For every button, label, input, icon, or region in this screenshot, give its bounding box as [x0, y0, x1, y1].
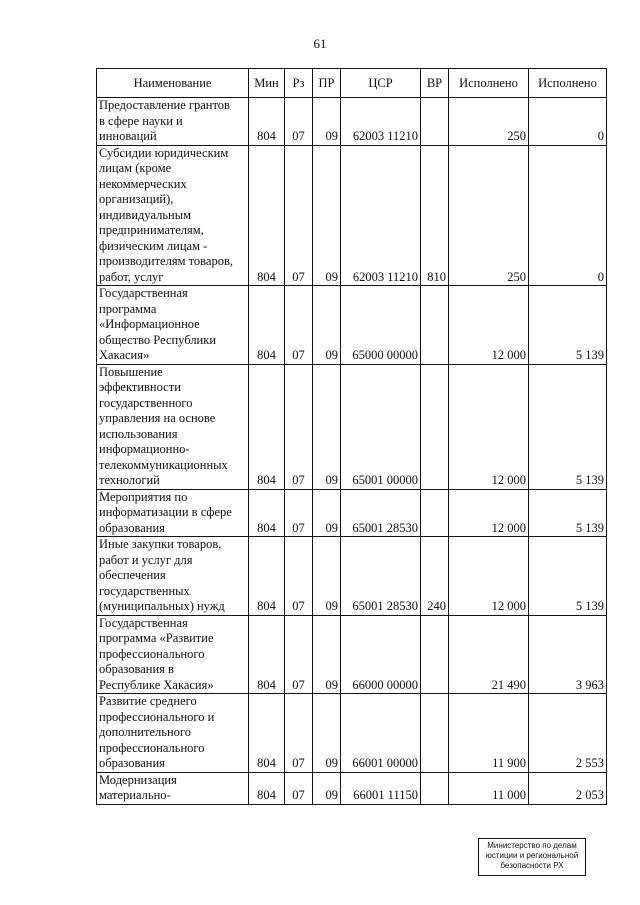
table-row — [97, 364, 607, 489]
cell-rz: 07 — [285, 694, 313, 773]
header-vr: ВР — [421, 69, 449, 98]
cell-csr: 66000 00000 — [341, 615, 421, 694]
cell-pr: 09 — [313, 364, 341, 489]
cell-name: Предоставление грантов в сфере науки и инноваций — [97, 98, 249, 146]
cell-csr: 66001 00000 — [341, 694, 421, 773]
cell-rz: 07 — [285, 364, 313, 489]
cell-pr: 09 — [313, 145, 341, 286]
cell-pr: 09 — [313, 694, 341, 773]
table-row — [97, 145, 607, 286]
cell-rz: 07 — [285, 98, 313, 146]
cell-min: 804 — [249, 772, 285, 804]
cell-executed-1: 12 000 — [449, 489, 529, 537]
cell-name: Иные закупки товаров, работ и услуг для обеспечения государственных (муниципальных) нужд — [97, 537, 249, 616]
ministry-stamp: Министерство по делам юстиции и региональной безопасности РХ — [478, 838, 586, 876]
cell-executed-1: 250 — [449, 98, 529, 146]
header-name: Наименование — [97, 69, 249, 98]
cell-csr: 62003 11210 — [341, 98, 421, 146]
cell-vr — [421, 694, 449, 773]
cell-rz: 07 — [285, 537, 313, 616]
table-row — [97, 98, 607, 146]
cell-rz: 07 — [285, 772, 313, 804]
cell-csr: 65001 28530 — [341, 537, 421, 616]
cell-min: 804 — [249, 489, 285, 537]
cell-executed-1: 11 900 — [449, 694, 529, 773]
cell-pr: 09 — [313, 772, 341, 804]
cell-executed-1: 12 000 — [449, 537, 529, 616]
table-row — [97, 489, 607, 537]
cell-executed-2: 5 139 — [529, 286, 607, 365]
cell-csr: 65001 28530 — [341, 489, 421, 537]
cell-executed-2: 0 — [529, 145, 607, 286]
cell-vr: 240 — [421, 537, 449, 616]
cell-vr — [421, 364, 449, 489]
cell-pr: 09 — [313, 615, 341, 694]
cell-min: 804 — [249, 694, 285, 773]
table-row — [97, 286, 607, 365]
cell-min: 804 — [249, 364, 285, 489]
header-executed-2: Исполнено — [529, 69, 607, 98]
page-number: 61 — [313, 36, 327, 51]
cell-executed-1: 21 490 — [449, 615, 529, 694]
cell-name: Мероприятия по информатизации в сфере образования — [97, 489, 249, 537]
cell-rz: 07 — [285, 615, 313, 694]
table-row — [97, 615, 607, 694]
cell-name: Государственная программа «Развитие профессионального образования в Республике Хакасия» — [97, 615, 249, 694]
cell-vr — [421, 772, 449, 804]
cell-min: 804 — [249, 537, 285, 616]
cell-rz: 07 — [285, 145, 313, 286]
cell-min: 804 — [249, 615, 285, 694]
cell-vr — [421, 98, 449, 146]
cell-vr — [421, 286, 449, 365]
cell-min: 804 — [249, 98, 285, 146]
header-min: Мин — [249, 69, 285, 98]
cell-pr: 09 — [313, 98, 341, 146]
cell-executed-2: 3 963 — [529, 615, 607, 694]
cell-vr: 810 — [421, 145, 449, 286]
cell-vr — [421, 489, 449, 537]
cell-executed-1: 12 000 — [449, 364, 529, 489]
cell-csr: 65001 00000 — [341, 364, 421, 489]
cell-csr: 66001 11150 — [341, 772, 421, 804]
cell-csr: 65000 00000 — [341, 286, 421, 365]
header-executed-1: Исполнено — [449, 69, 529, 98]
table-row — [97, 772, 607, 804]
table-header-row — [97, 69, 607, 98]
budget-table — [96, 68, 607, 805]
cell-executed-2: 2 053 — [529, 772, 607, 804]
cell-name: Государственная программа «Информационное общество Республики Хакасия» — [97, 286, 249, 365]
cell-executed-1: 11 000 — [449, 772, 529, 804]
cell-executed-2: 5 139 — [529, 364, 607, 489]
header-rz: Рз — [285, 69, 313, 98]
cell-executed-1: 250 — [449, 145, 529, 286]
cell-name: Субсидии юридическим лицам (кроме некоммерческих организаций), индивидуальным предпринимателям, физическим лицам - производителям товаров, работ, услуг — [97, 145, 249, 286]
header-pr: ПР — [313, 69, 341, 98]
cell-executed-2: 0 — [529, 98, 607, 146]
cell-name: Повышение эффективности государственного управления на основе использования информационно- телекоммуникационных технологий — [97, 364, 249, 489]
cell-name: Модернизация материально- — [97, 772, 249, 804]
cell-executed-1: 12 000 — [449, 286, 529, 365]
table-row — [97, 694, 607, 773]
cell-csr: 62003 11210 — [341, 145, 421, 286]
cell-executed-2: 5 139 — [529, 489, 607, 537]
cell-pr: 09 — [313, 489, 341, 537]
table-row — [97, 537, 607, 616]
cell-rz: 07 — [285, 286, 313, 365]
cell-executed-2: 5 139 — [529, 537, 607, 616]
cell-vr — [421, 615, 449, 694]
cell-pr: 09 — [313, 537, 341, 616]
header-csr: ЦСР — [341, 69, 421, 98]
cell-name: Развитие среднего профессионального и дополнительного профессионального образования — [97, 694, 249, 773]
cell-executed-2: 2 553 — [529, 694, 607, 773]
cell-min: 804 — [249, 145, 285, 286]
cell-pr: 09 — [313, 286, 341, 365]
cell-min: 804 — [249, 286, 285, 365]
cell-rz: 07 — [285, 489, 313, 537]
